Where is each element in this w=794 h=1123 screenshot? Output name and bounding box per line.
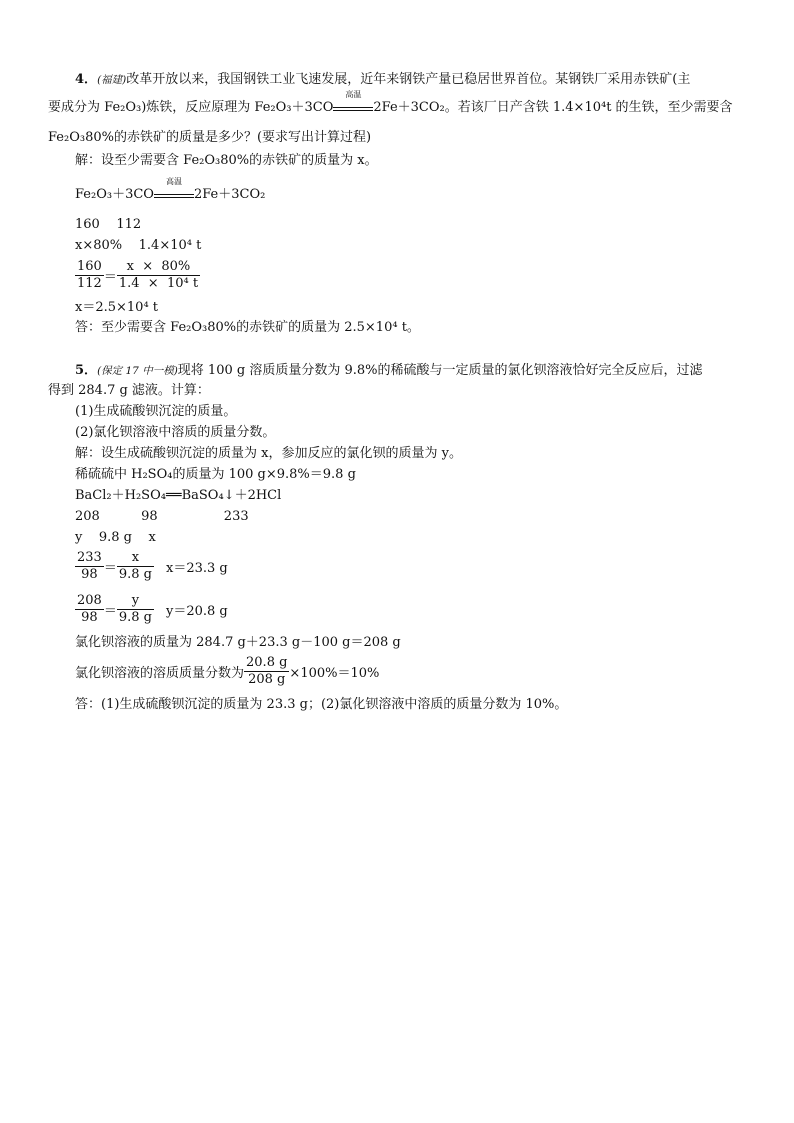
- q5-answer: 答：(1)生成硫酸钡沉淀的质量为 23.3 g；(2)氯化钡溶液中溶质的质量分数为 10%。: [75, 697, 568, 712]
- q5-h2so4-mass: 稀硫硫中 H₂SO₄的质量为 100 g×9.8%＝9.8 g: [75, 467, 356, 482]
- q5-line2: 得到 284.7 g 滤液。计算：: [48, 383, 210, 398]
- q4-condition-arrow: 高温: [333, 99, 373, 111]
- q4-text-1: 改革开放以来，我国钢铁工业飞速发展，近年来钢铁产量已稳居世界首位。某钢铁厂采用赤铁矿(主: [126, 72, 691, 87]
- q4-text-2b: 2Fe＋3CO₂。若该厂日产含铁 1.4×10⁴t 的生铁，至少需要含: [373, 100, 733, 115]
- q5-percentage: 氯化钡溶液的溶质质量分数为 $\frac{20.8 g}{208 g}$ ×100%＝10%: [75, 655, 380, 687]
- q5-mass-row: 208 98 233: [75, 509, 249, 524]
- q5-text-1: 现将 100 g 溶质质量分数为 9.8%的稀硫酸与一定质量的氯化钡溶液恰好完全反应后，过滤: [177, 363, 703, 378]
- q4-result: x＝2.5×10⁴ t: [75, 300, 159, 315]
- q5-ratio-2: $\frac{208}{98}$ ＝ $\frac{y}{9.8 g}$ y＝20.8 g: [77, 593, 228, 625]
- q5-ratio-1: $\frac{233}{98}$ ＝ $\frac{x}{9.8 g}$ x＝23.3 g: [77, 550, 228, 582]
- q4-line1: 4．(福建)改革开放以来，我国钢铁工业飞速发展，近年来钢铁产量已稳居世界首位。某钢铁厂采用赤铁矿(主: [75, 72, 691, 87]
- q5-sub1: (1)生成硫酸钡沉淀的质量。: [75, 404, 237, 419]
- q4-line2: [48, 90, 733, 117]
- q4-answer: 答：至少需要含 Fe₂O₃80%的赤铁矿的质量为 2.5×10⁴ t。: [75, 320, 420, 335]
- q4-line3: Fe₂O₃80%的赤铁矿的质量是多少？(要求写出计算过程): [48, 130, 372, 145]
- q4-text-2a: 要成分为 Fe₂O₃)炼铁，反应原理为 Fe₂O₃＋3CO: [48, 100, 334, 115]
- q4-solution-intro: 解：设至少需要含 Fe₂O₃80%的赤铁矿的质量为 x。: [75, 153, 378, 168]
- q4-equation: Fe₂O₃＋3CO 高温 2Fe＋3CO₂: [75, 177, 266, 202]
- q5-quantity-row: y 9.8 g x: [75, 530, 156, 545]
- q5-solution-mass: 氯化钡溶液的质量为 284.7 g＋23.3 g－100 g＝208 g: [75, 635, 401, 650]
- q5-solution-intro: 解：设生成硫酸钡沉淀的质量为 x，参加反应的氯化钡的质量为 y。: [75, 446, 462, 461]
- q5-sub2: (2)氯化钡溶液中溶质的质量分数。: [75, 425, 276, 440]
- q5-equation: BaCl₂＋H₂SO₄══BaSO₄↓＋2HCl: [75, 488, 282, 503]
- q4-ratio: $\frac{160}{112}$ ＝ $\frac{x \times 80\%}{\text{1.4 × 10⁴ t}}$: [77, 259, 199, 291]
- q4-number: 4: [75, 72, 85, 87]
- q5-number: 5: [75, 363, 85, 378]
- q4-mass-row: 160 112: [75, 217, 142, 232]
- q5-source: (保定 17 中一模): [97, 365, 178, 377]
- q4-quantity-row: x×80% 1.4×10⁴ t: [75, 238, 202, 253]
- q4-source: (福建): [97, 74, 127, 86]
- q5-line1: 5．(保定 17 中一模)现将 100 g 溶质质量分数为 9.8%的稀硫酸与一定质量的氯化钡溶液恰好完全反应后，过滤: [75, 363, 703, 378]
